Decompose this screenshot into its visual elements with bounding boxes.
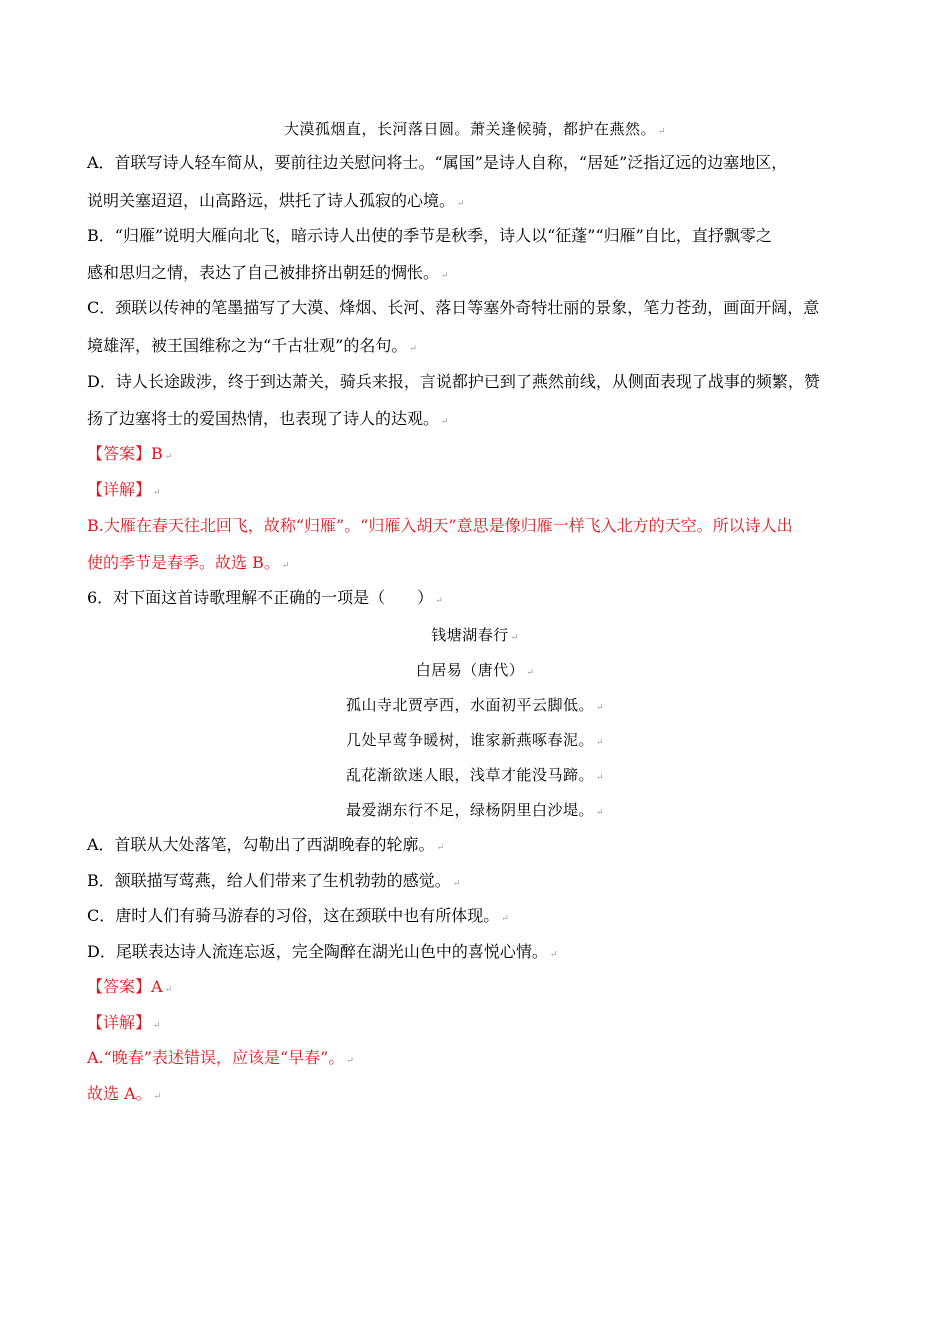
q6-option-c: C．唐时人们有骑马游春的习俗，这在颈联中也有所体现。 ↵	[87, 906, 509, 925]
q6-poem-line-1: 孤山寺北贾亭西，水面初平云脚低。 ↵	[345, 696, 605, 714]
q5-option-c-line2: 境雄浑，被王国维称之为“千古壮观”的名句。 ↵	[87, 336, 417, 355]
q5-option-b-line2: 感和思归之情，表达了自己被排挤出朝廷的惆怅。 ↵	[87, 263, 449, 282]
q6-poem-line-4: 最爱湖东行不足，绿杨阴里白沙堤。 ↵	[345, 801, 605, 819]
q5-option-d-line2: 扬了边塞将士的爱国热情，也表现了诗人的达观。 ↵	[87, 409, 449, 428]
q6-explain-label: 【详解】 ↵	[87, 1013, 161, 1032]
q6-explain-line1: A.“晚春”表述错误，应该是“早春”。 ↵	[87, 1048, 354, 1067]
q5-option-c-line1: C．颈联以传神的笔墨描写了大漠、烽烟、长河、落日等塞外奇特壮丽的景象，笔力苍劲，画面开阔，意	[87, 298, 820, 317]
q5-explain-label: 【详解】 ↵	[87, 480, 161, 499]
q6-question: 6．对下面这首诗歌理解不正确的一项是（ ） ↵	[87, 588, 443, 607]
q5-option-d-line1: D．诗人长途跋涉，终于到达萧关，骑兵来报，言说都护已到了燕然前线，从侧面表现了战事的频繁，赞	[87, 372, 820, 391]
q6-answer: 【答案】A ↵	[87, 977, 173, 996]
q6-option-b: B．颔联描写莺燕，给人们带来了生机勃勃的感觉。 ↵	[87, 871, 461, 890]
q6-option-d: D．尾联表达诗人流连忘返，完全陶醉在湖光山色中的喜悦心情。 ↵	[87, 942, 558, 961]
q5-poem-line: 大漠孤烟直，长河落日圆。萧关逢候骑，都护在燕然。 ↵	[283, 120, 667, 138]
q6-poem-line-3: 乱花渐欲迷人眼，浅草才能没马蹄。 ↵	[345, 766, 605, 784]
q5-option-a-line2: 说明关塞迢迢，山高路远，烘托了诗人孤寂的心境。 ↵	[87, 191, 465, 210]
q6-poem-author: 白居易（唐代） ↵	[415, 661, 535, 679]
q6-explain-line2: 故选 A。 ↵	[87, 1084, 162, 1103]
q5-answer: 【答案】B ↵	[87, 444, 173, 463]
q5-explain-line1: B.大雁在春天往北回飞，故称“归雁”。“归雁入胡天”意思是像归雁一样飞入北方的天空。所以诗人出	[87, 516, 793, 535]
q5-option-b-line1: B．“归雁”说明大雁向北飞，暗示诗人出使的季节是秋季，诗人以“征蓬”“归雁”自比，直抒飘零之	[87, 226, 772, 245]
q5-explain-line2: 使的季节是春季。故选 B。 ↵	[87, 553, 290, 572]
q6-option-a: A．首联从大处落笔，勾勒出了西湖晚春的轮廓。 ↵	[87, 835, 445, 854]
q5-option-a-line1: A．首联写诗人轻车简从，要前往边关慰问将士。“属国”是诗人自称，“居延”泛指辽远的边塞地区，	[87, 153, 788, 172]
q6-poem-title: 钱塘湖春行 ↵	[431, 626, 519, 644]
q6-poem-line-2: 几处早莺争暖树，谁家新燕啄春泥。 ↵	[345, 731, 605, 749]
